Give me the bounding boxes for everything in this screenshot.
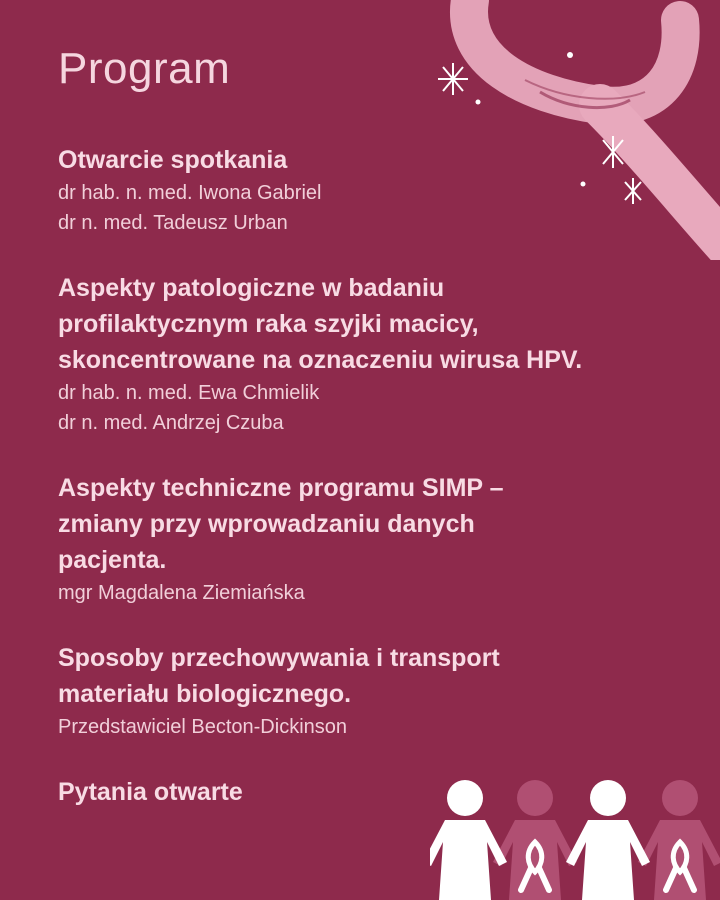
speaker-name: dr n. med. Tadeusz Urban <box>58 212 288 234</box>
agenda-item <box>58 270 668 438</box>
agenda-list <box>58 142 668 842</box>
speaker-name: mgr Magdalena Ziemiańska <box>58 582 305 604</box>
agenda-item-title <box>58 640 668 712</box>
agenda-item-title <box>58 270 668 378</box>
title-line: Pytania otwarte <box>58 778 243 806</box>
speaker-name: dr n. med. Andrzej Czuba <box>58 412 284 434</box>
title-line: skoncentrowane na oznaczeniu wirusa HPV. <box>58 346 583 374</box>
title-line: Sposoby przechowywania i transport <box>58 644 500 672</box>
title-line: profilaktycznym raka szyjki macicy, <box>58 310 479 338</box>
title-line: Aspekty techniczne programu SIMP – <box>58 474 504 502</box>
agenda-item-title <box>58 470 668 578</box>
title-line: Otwarcie spotkania <box>58 146 288 174</box>
page-title: Program <box>58 44 231 93</box>
title-line: zmiany przy wprowadzaniu danych <box>58 510 475 538</box>
speaker-name: Przedstawiciel Becton-Dickinson <box>58 716 348 738</box>
speaker-name: dr hab. n. med. Ewa Chmielik <box>58 382 320 404</box>
title-line: materiału biologicznego. <box>58 680 352 708</box>
doll-figure <box>566 780 650 900</box>
agenda-item-title <box>58 142 668 178</box>
paper-doll-chain-decoration <box>430 770 720 900</box>
agenda-item <box>58 640 668 742</box>
doll-figure <box>430 780 507 900</box>
title-line: pacjenta. <box>58 546 167 574</box>
title-line: Aspekty patologiczne w badaniu <box>58 274 445 302</box>
speaker-name: dr hab. n. med. Iwona Gabriel <box>58 182 322 204</box>
agenda-item <box>58 142 668 238</box>
agenda-item <box>58 470 668 608</box>
